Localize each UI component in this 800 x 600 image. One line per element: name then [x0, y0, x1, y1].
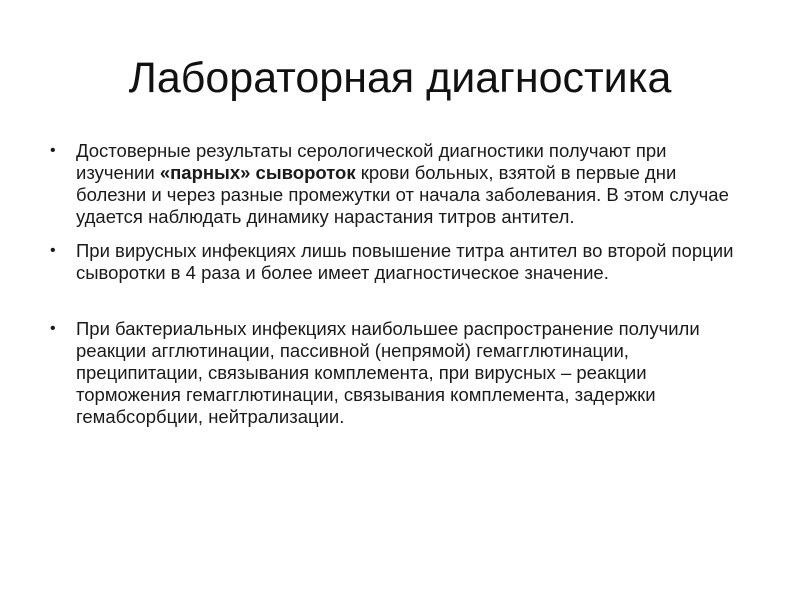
bullet-text-end: крови больных, взятой в первые дни болезни и через разные промежутки от начала заболевания. В этом случае удается наблюдать динамику нарастания титров антител.	[76, 162, 729, 227]
bullet-text: При вирусных инфекциях лишь повышение титра антител во второй порции сыворотки в 4 раза и более имеет диагностическое значение.	[76, 240, 734, 283]
bullet-item-viral	[50, 240, 750, 284]
slide-title: Лабораторная диагностика	[128, 54, 672, 102]
bullet-dot-icon: •	[50, 242, 56, 259]
bullet-item-serology	[50, 140, 750, 228]
bullet-dot-icon: •	[50, 320, 56, 337]
bullet-text-start: Достоверные результаты серологической диагностики получают при изучении	[76, 140, 667, 183]
bullet-dot-icon: •	[50, 142, 56, 159]
bullet-list	[50, 140, 750, 428]
bullet-text-bold: «парных» сывороток	[159, 162, 356, 183]
bullet-text: При бактериальных инфекциях наибольшее распространение получили реакции агглютинации, пассивной (непрямой) гемагглютинации, преципитации, связывания комплемента, при вирусных – реакции торможения гемагглютинации, связывания комплемента, задержки гемабсорбции, нейтрализации.	[76, 318, 700, 427]
bullet-item-bacterial	[50, 318, 750, 428]
